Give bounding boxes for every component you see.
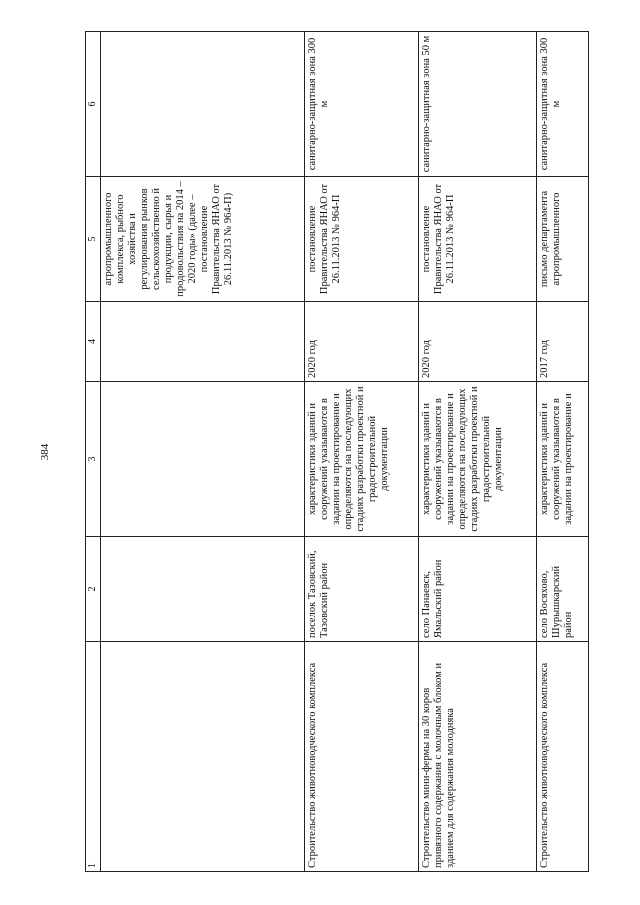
cell-characteristics: характеристики зданий и сооружений указываются в задании на проектирование и определяются на последующих стадиях разработки проектной и градостроительной документации — [419, 382, 537, 537]
rotated-table-container — [85, 32, 585, 872]
cont-cell-6 — [101, 32, 305, 177]
page-number: 384 — [39, 443, 51, 461]
table-row — [537, 32, 589, 872]
cell-location: село Панаевск, Ямальский район — [419, 537, 537, 642]
cell-year: 2017 год — [537, 302, 589, 382]
cell-basis: письмо департамента агропромышленного — [537, 177, 589, 302]
table-row — [419, 32, 537, 872]
cont-cell-3 — [101, 382, 305, 537]
cell-zone: санитарно-защитная зона 50 м — [419, 32, 537, 177]
cell-location: поселок Тазовский, Тазовский район — [305, 537, 419, 642]
cont-cell-2 — [101, 537, 305, 642]
header-row — [86, 32, 101, 872]
cont-cell-4 — [101, 302, 305, 382]
cell-basis: постановление Правительства ЯНАО от 26.11.2013 № 964-П — [305, 177, 419, 302]
cont-cell-1 — [101, 642, 305, 872]
col-header-6: 6 — [86, 32, 101, 177]
cell-location: село Восяхово, Шурышкарский район — [537, 537, 589, 642]
cell-year: 2020 год — [419, 302, 537, 382]
cell-characteristics: характеристики зданий и сооружений указываются в задании на проектирование и — [537, 382, 589, 537]
col-header-2: 2 — [86, 537, 101, 642]
data-table — [85, 31, 589, 872]
cell-name: Строительство животноводческого комплекса — [537, 642, 589, 872]
col-header-3: 3 — [86, 382, 101, 537]
cell-zone: санитарно-защитная зона 300 м — [537, 32, 589, 177]
col-header-1: 1 — [86, 642, 101, 872]
cell-name: Строительство мини-фермы на 30 коров привязного содержания с молочным блоком и зданием для содержания молодняка — [419, 642, 537, 872]
cell-zone: санитарно-защитная зона 300 м — [305, 32, 419, 177]
cell-year: 2020 год — [305, 302, 419, 382]
cell-characteristics: характеристики зданий и сооружений указываются в задании на проектирование и определяются на последующих стадиях разработки проектной и градостроительной документации — [305, 382, 419, 537]
cont-cell-basis: агропромышленного комплекса, рыбного хозяйства и регулирования рынков сельскохозяйственно й продукции, сырья и продовольствия на 2014 –2020 годы» (далее – постановление Правительства ЯНАО от 26.11.2013 № 964-П) — [101, 177, 305, 302]
table-row — [305, 32, 419, 872]
continuation-row — [101, 32, 305, 872]
cell-basis: постановление Правительства ЯНАО от 26.11.2013 № 964-П — [419, 177, 537, 302]
cell-name: Строительство животноводческого комплекса — [305, 642, 419, 872]
col-header-5: 5 — [86, 177, 101, 302]
col-header-4: 4 — [86, 302, 101, 382]
